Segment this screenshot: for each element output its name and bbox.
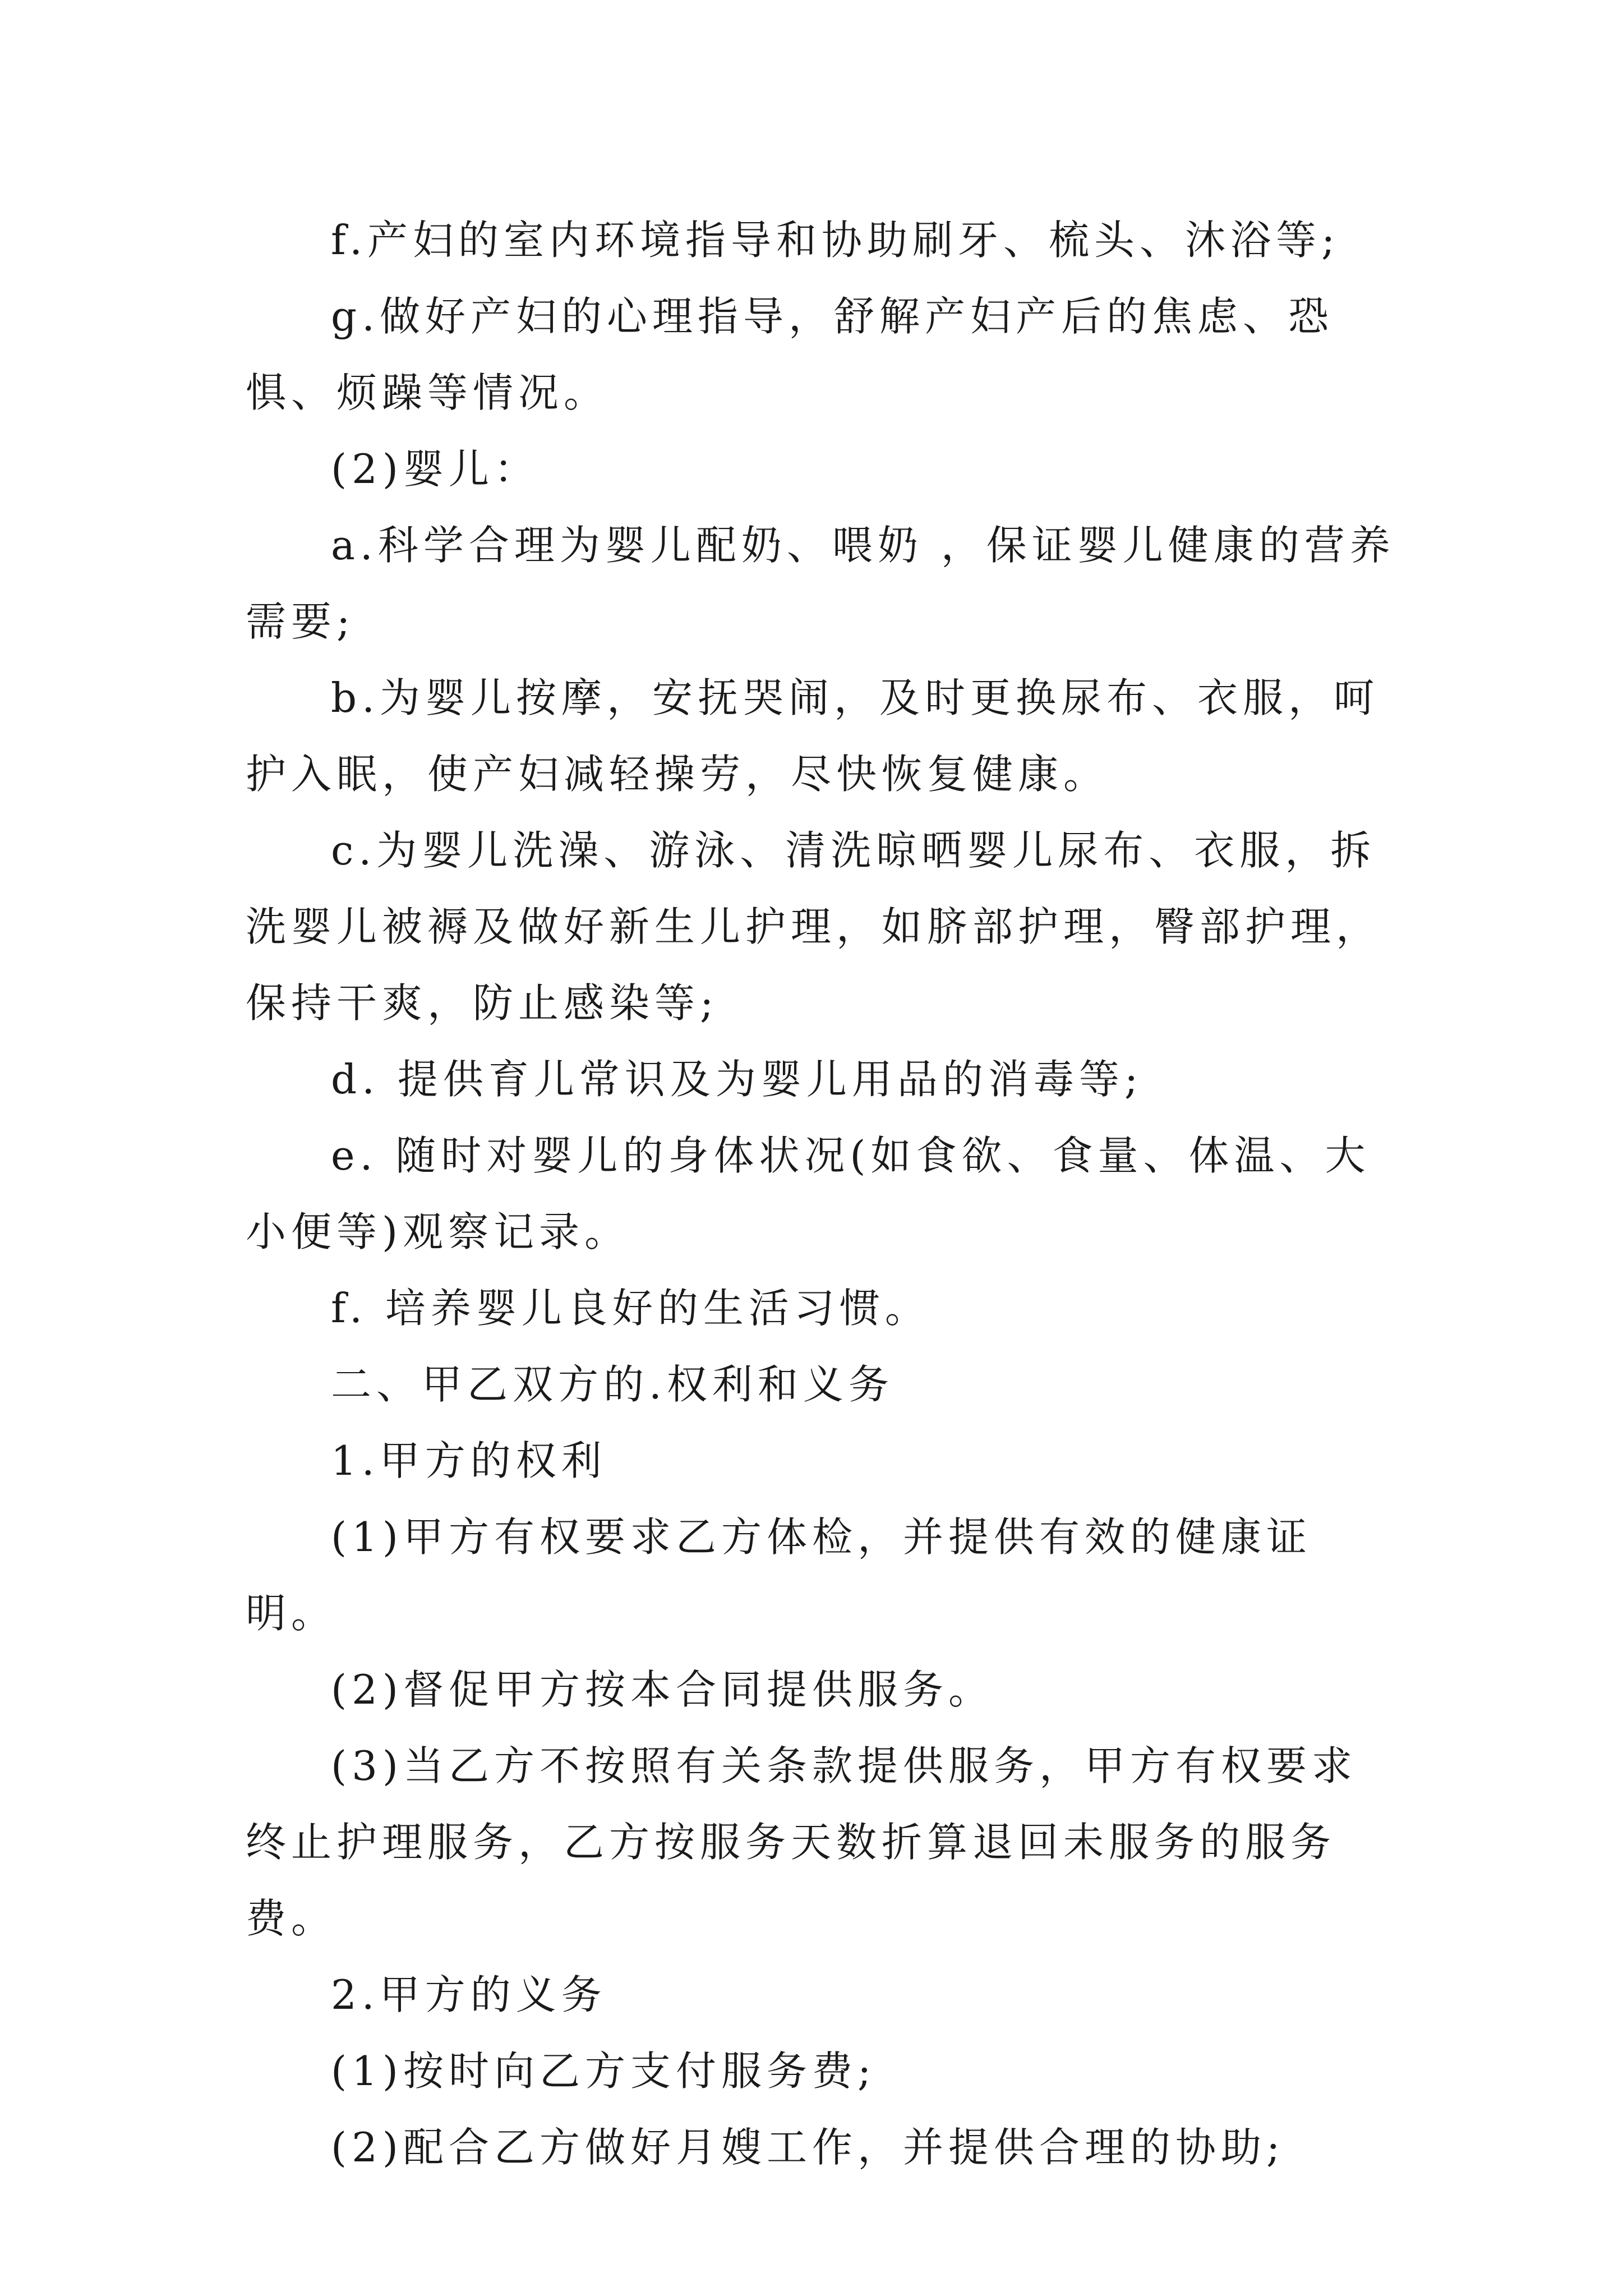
paragraph-rights-1: (1)甲方有权要求乙方体检，并提供有效的健康证明。 [246, 1513, 1312, 1637]
paragraph-baby-f: f. 培养婴儿良好的生活习惯。 [331, 1285, 930, 1332]
paragraph-baby-a: a.科学合理为婴儿配奶、喂奶 ，保证婴儿健康的营养需要; [246, 522, 1395, 645]
paragraph-baby-e: e. 随时对婴儿的身体状况(如食欲、食量、体温、大小便等)观察记录。 [246, 1132, 1371, 1255]
paragraph-baby-d: d. 提供育儿常识及为婴儿用品的消毒等; [331, 1056, 1144, 1103]
paragraph-mother-f: f.产妇的室内环境指导和协助刷牙、梳头、沐浴等; [331, 217, 1340, 264]
paragraph-baby-b: b.为婴儿按摩，安抚哭闹，及时更换尿布、衣服，呵护入眠，使产妇减轻操劳，尽快恢复健康。 [246, 674, 1379, 798]
subheading-party-a-obligations: 2.甲方的义务 [331, 1971, 607, 2018]
paragraph-baby-heading: (2)婴儿： [331, 445, 540, 493]
subheading-party-a-rights: 1.甲方的权利 [331, 1437, 607, 1484]
paragraph-mother-g: g.做好产妇的心理指导，舒解产妇产后的焦虑、恐惧、烦躁等情况。 [246, 293, 1334, 416]
document-body [246, 202, 1395, 2185]
paragraph-obligations-1: (1)按时向乙方支付服务费; [331, 2047, 877, 2095]
paragraph-baby-c: c.为婴儿洗澡、游泳、清洗晾晒婴儿尿布、衣服，拆洗婴儿被褥及做好新生儿护理，如脐部护理，臀部护理，保持干爽，防止感染等; [246, 827, 1382, 1027]
paragraph-obligations-2: (2)配合乙方做好月嫂工作，并提供合理的协助; [331, 2124, 1285, 2171]
paragraph-rights-2: (2)督促甲方按本合同提供服务。 [331, 1666, 994, 1713]
section-heading-rights-obligations: 二、甲乙双方的.权利和义务 [331, 1361, 894, 1408]
paragraph-rights-3: (3)当乙方不按照有关条款提供服务，甲方有权要求终止护理服务，乙方按服务天数折算退回未服务的服务费。 [246, 1742, 1357, 1942]
